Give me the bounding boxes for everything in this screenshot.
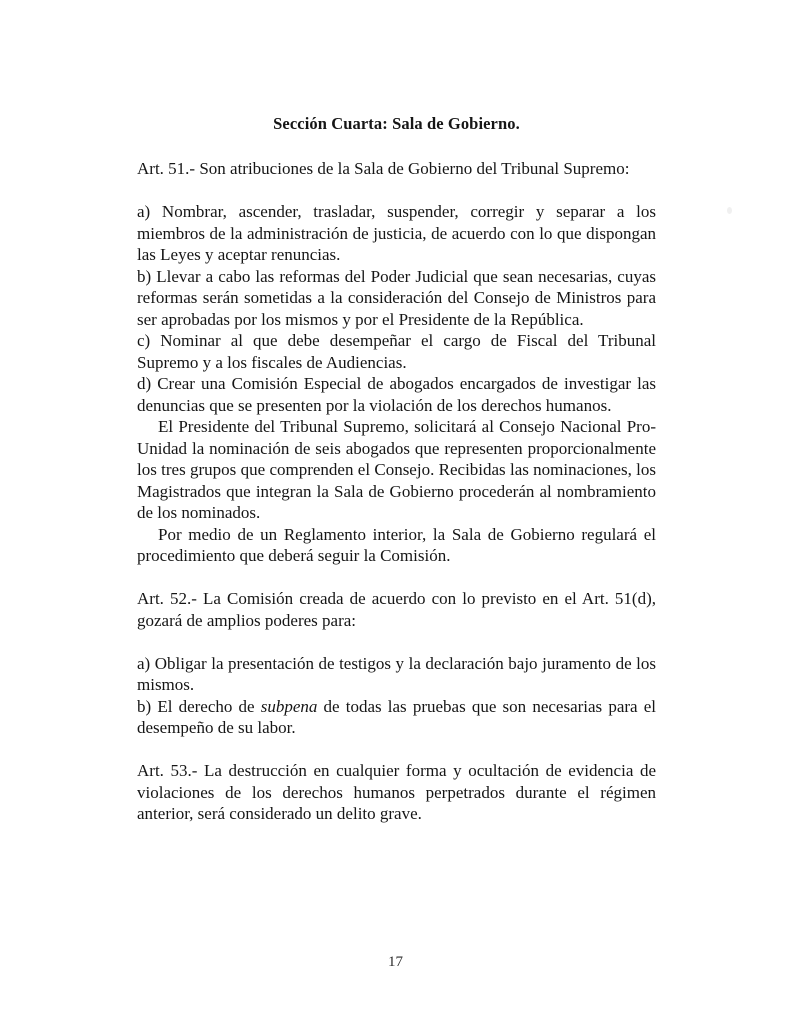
document-text-body	[137, 113, 656, 825]
art-52-item-b-text-tail: de todas las pruebas que son necesarias para el desempeño de su labor.	[137, 696, 656, 737]
paragraph-art-51-item-a: a) Nombrar, ascender, trasladar, suspender, corregir y separar a los miembros de la administración de justicia, de acuerdo con lo que dispongan las Leyes y aceptar renuncias.	[137, 202, 656, 264]
paragraph-spacer	[137, 631, 656, 653]
paragraph-art-52-item-a: a) Obligar la presentación de testigos y la declaración bajo juramento de los mismos.	[137, 653, 656, 694]
paragraph-art-53: Art. 53.- La destrucción en cualquier forma y ocultación de evidencia de violaciones de los derechos humanos perpetrados durante el régimen anterior, será considerado un delito grave.	[137, 761, 656, 823]
paragraph-spacer	[137, 739, 656, 761]
paragraph-art-51-intro: Art. 51.- Son atribuciones de la Sala de Gobierno del Tribunal Supremo:	[137, 159, 630, 178]
page-number: 17	[388, 954, 403, 970]
paragraph-art-52-intro: Art. 52.- La Comisión creada de acuerdo con lo previsto en el Art. 51(d), gozará de amplios poderes para:	[137, 589, 656, 630]
art-52-item-b-text-lead: b) El derecho de	[137, 696, 261, 716]
paragraph-art-51-item-d: d) Crear una Comisión Especial de abogados encargados de investigar las denuncias que se presenten por la violación de los derechos humanos.	[137, 374, 656, 415]
paragraph-art-51-item-b: b) Llevar a cabo las reformas del Poder Judicial que sean necesarias, cuyas reformas serán sometidas a la consideración del Consejo de Ministros para ser aprobadas por los mismos y por el Presidente de la República.	[137, 266, 656, 329]
paragraph-art-51-reglamento: Por medio de un Reglamento interior, la Sala de Gobierno regulará el procedimiento que deberá seguir la Comisión.	[137, 524, 656, 565]
scan-artifact-speck	[727, 207, 732, 214]
paragraph-art-51-item-c: c) Nominar al que debe desempeñar el cargo de Fiscal del Tribunal Supremo y a los fiscales de Audiencias.	[137, 331, 656, 372]
paragraph-art-51-presidente: El Presidente del Tribunal Supremo, solicitará al Consejo Nacional Pro-Unidad la nominación de seis abogados que representen proporcionalmente los tres grupos que comprenden el Consejo. Recibidas las nominaciones, los Magistrados que integran la Sala de Gobierno procederán al nombramiento de los nominados.	[137, 417, 656, 522]
paragraph-art-52-item-b	[137, 696, 656, 739]
paragraph-spacer	[137, 567, 656, 589]
art-52-item-b-italic-term: subpena	[260, 696, 318, 716]
section-heading: Sección Cuarta: Sala de Gobierno.	[273, 114, 520, 133]
paragraph-spacer	[137, 180, 656, 202]
